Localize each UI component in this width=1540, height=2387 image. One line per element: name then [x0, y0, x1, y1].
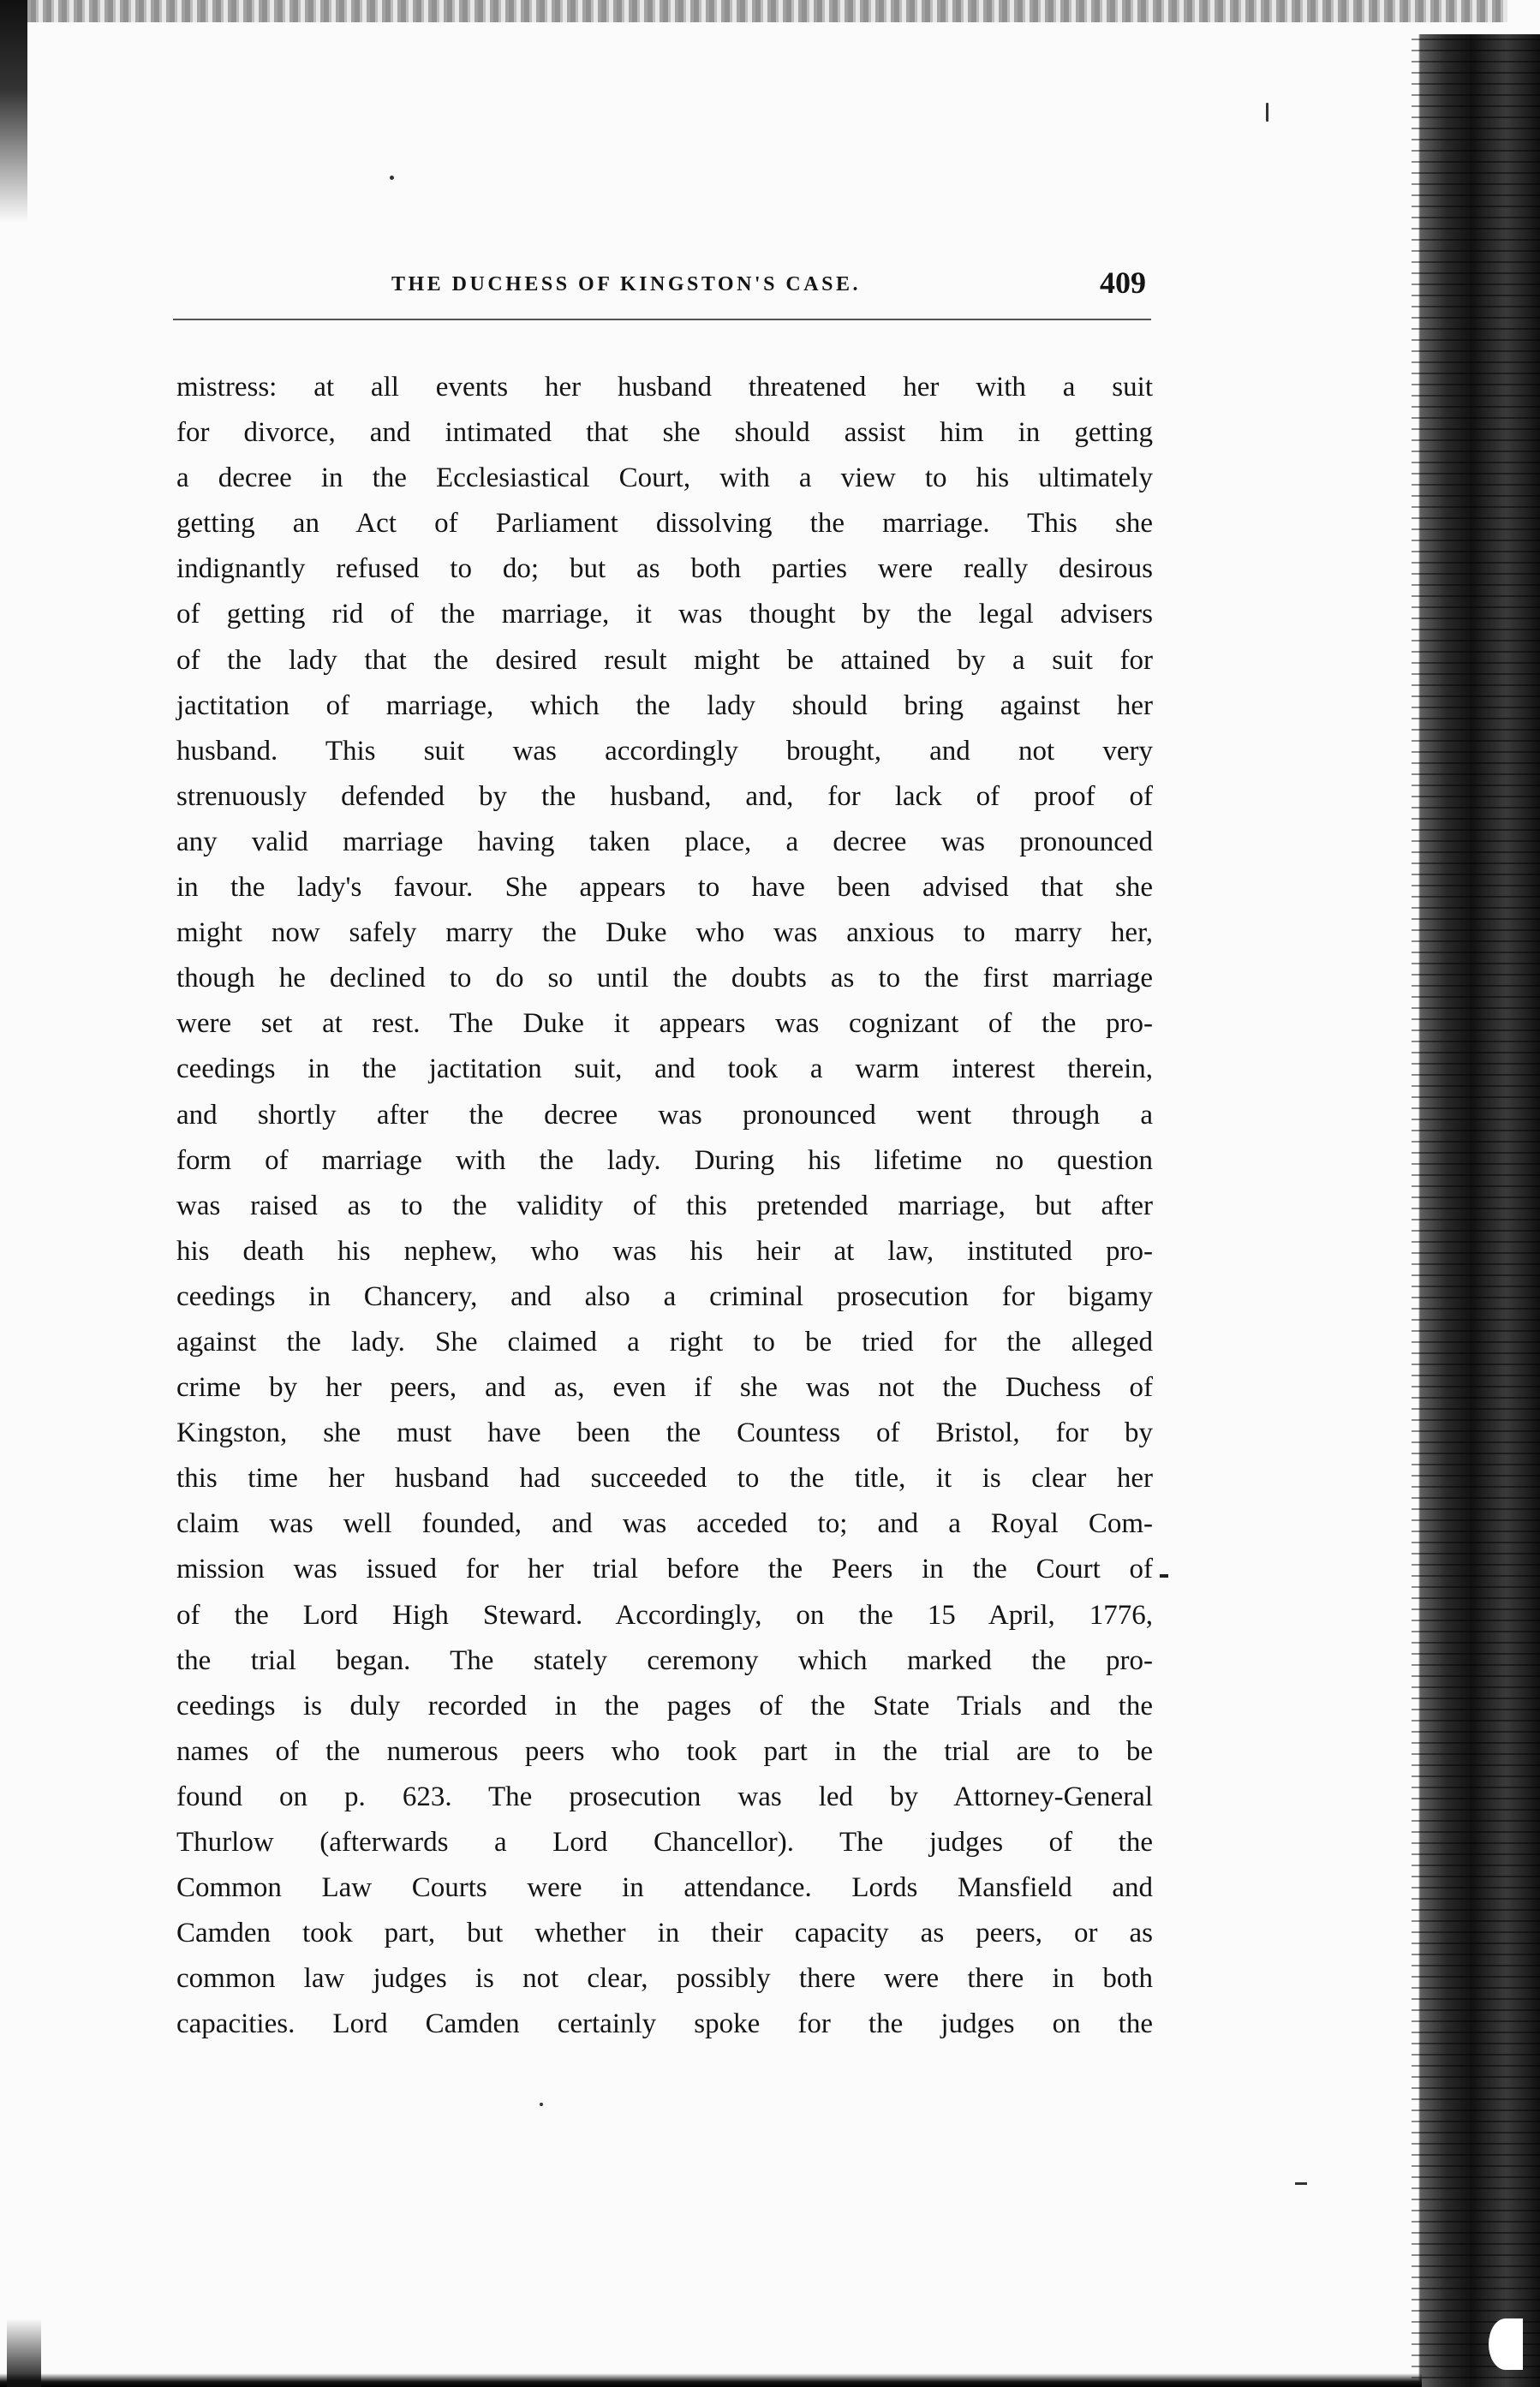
text-line: ceedings in Chancery, and also a criminal prosecution for bigamy	[176, 1280, 1153, 1312]
scan-right-edge	[1412, 34, 1540, 2387]
header-rule	[173, 319, 1151, 320]
text-line: and shortly after the decree was pronounced went through a	[176, 1099, 1153, 1131]
text-line: ceedings in the jactitation suit, and took a warm interest therein,	[176, 1053, 1153, 1085]
body-text	[176, 365, 1153, 2047]
running-title: THE DUCHESS OF KINGSTON'S CASE.	[391, 273, 861, 295]
scan-bottom-left-mark	[7, 2318, 41, 2387]
text-line: Common Law Courts were in attendance. Lords Mansfield and	[176, 1872, 1153, 1904]
text-line: crime by her peers, and as, even if she was not the Duchess of	[176, 1372, 1153, 1404]
text-line: his death his nephew, who was his heir at law, instituted pro-	[176, 1235, 1153, 1267]
text-line: claim was well founded, and was acceded to; and a Royal Com-	[176, 1508, 1153, 1540]
text-line: ceedings is duly recorded in the pages of the State Trials and the	[176, 1690, 1153, 1722]
text-line: Camden took part, but whether in their capacity as peers, or as	[176, 1918, 1153, 1949]
scan-bottom-edge	[0, 2373, 1422, 2387]
text-line: capacities. Lord Camden certainly spoke for the judges on the	[176, 2008, 1153, 2040]
margin-mark	[1295, 2182, 1307, 2185]
scan-speck	[390, 176, 394, 180]
text-line: in the lady's favour. She appears to have been advised that she	[176, 872, 1153, 904]
text-line: was raised as to the validity of this pretended marriage, but after	[176, 1190, 1153, 1221]
text-line: jactitation of marriage, which the lady should bring against her	[176, 689, 1153, 721]
text-line: this time her husband had succeeded to the title, it is clear her	[176, 1463, 1153, 1495]
text-line: found on p. 623. The prosecution was led by Attorney-General	[176, 1781, 1153, 1812]
text-line: a decree in the Ecclesiastical Court, with a view to his ultimately	[176, 462, 1153, 494]
text-line: any valid marriage having taken place, a decree was pronounced	[176, 826, 1153, 857]
text-line: indignantly refused to do; but as both parties were really desirous	[176, 553, 1153, 585]
text-line: form of marriage with the lady. During his lifetime no question	[176, 1144, 1153, 1176]
text-line: of the Lord High Steward. Accordingly, on the 15 April, 1776,	[176, 1599, 1153, 1631]
text-line: of getting rid of the marriage, it was thought by the legal advisers	[176, 599, 1153, 630]
scan-corner-artifact	[1489, 2318, 1523, 2370]
text-line: mission was issued for her trial before the Peers in the Court of	[176, 1554, 1153, 1585]
scan-speck	[540, 2103, 543, 2106]
text-line: common law judges is not clear, possibly there were there in both	[176, 1963, 1153, 1995]
text-line: though he declined to do so until the doubts as to the first marriage	[176, 963, 1153, 994]
text-line: Kingston, she must have been the Countess of Bristol, for by	[176, 1417, 1153, 1449]
margin-mark	[1160, 1574, 1168, 1578]
text-line: names of the numerous peers who took part in the trial are to be	[176, 1735, 1153, 1767]
text-line: for divorce, and intimated that she should assist him in getting	[176, 417, 1153, 449]
text-line: were set at rest. The Duke it appears was cognizant of the pro-	[176, 1008, 1153, 1040]
scan-left-edge	[0, 0, 27, 223]
scan-speck	[1266, 103, 1268, 122]
text-line: mistress: at all events her husband threatened her with a suit	[176, 372, 1153, 403]
text-line: might now safely marry the Duke who was anxious to marry her,	[176, 917, 1153, 949]
scan-top-edge	[0, 0, 1507, 22]
text-line: getting an Act of Parliament dissolving the marriage. This she	[176, 508, 1153, 540]
text-line: against the lady. She claimed a right to be tried for the alleged	[176, 1326, 1153, 1358]
text-line: strenuously defended by the husband, and, for lack of proof of	[176, 780, 1153, 812]
running-head	[173, 261, 1151, 313]
page-number: 409	[1100, 266, 1146, 300]
text-line: Thurlow (afterwards a Lord Chancellor). The judges of the	[176, 1827, 1153, 1858]
text-line: of the lady that the desired result might be attained by a suit for	[176, 644, 1153, 676]
text-line: husband. This suit was accordingly brought, and not very	[176, 735, 1153, 767]
text-line: the trial began. The stately ceremony which marked the pro-	[176, 1644, 1153, 1676]
